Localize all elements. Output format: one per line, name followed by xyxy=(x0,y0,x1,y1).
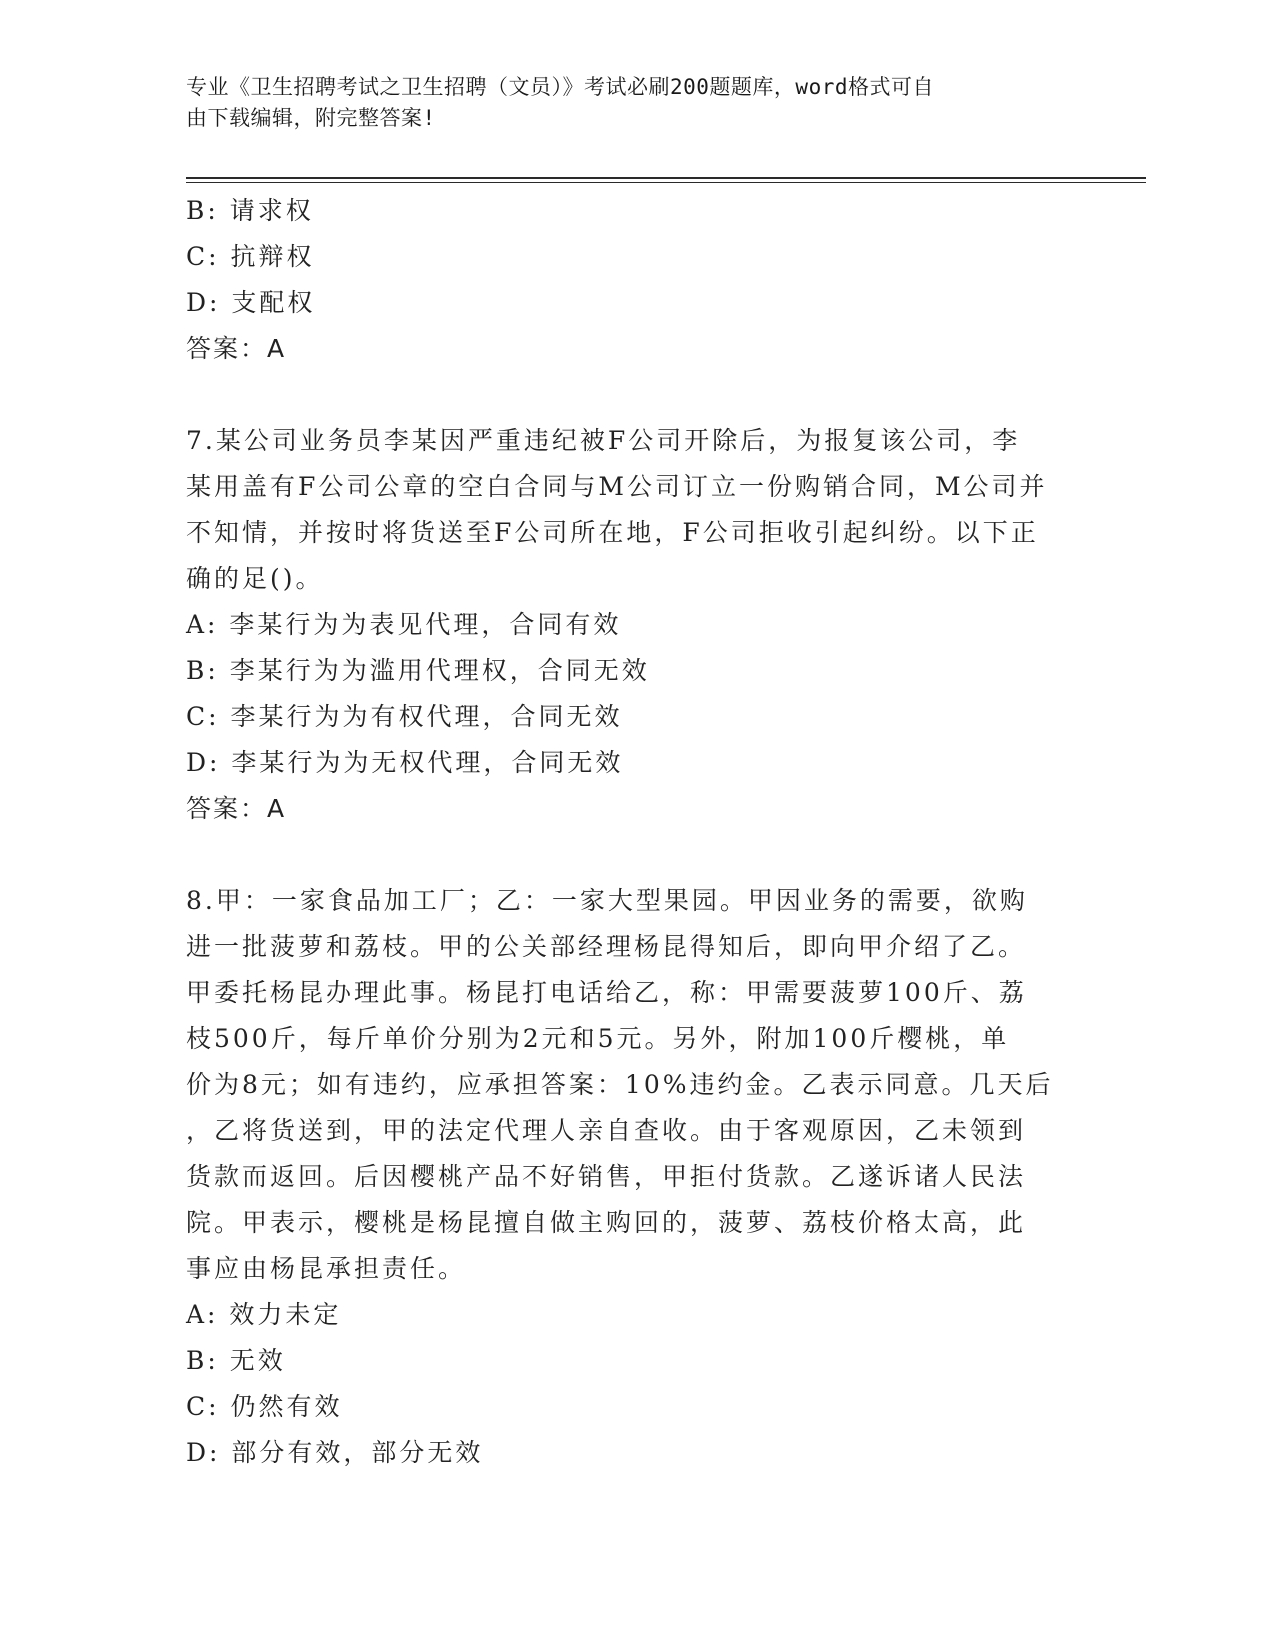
question-7-stem-line-1: 7.某公司业务员李某因严重违纪被F公司开除后，为报复该公司，李 xyxy=(186,426,1021,455)
header-line-2: 由下载编辑，附完整答案! xyxy=(186,106,436,130)
spacer xyxy=(186,372,1086,418)
question-7-option-a: A: 李某行为为表见代理，合同有效 xyxy=(186,610,622,639)
header-rule-thin xyxy=(186,182,1146,183)
question-8-stem-line-9: 事应由杨昆承担责任。 xyxy=(186,1254,467,1283)
question-7-option-b: B: 李某行为为滥用代理权，合同无效 xyxy=(186,656,650,685)
page-header xyxy=(186,72,1086,134)
question-7-stem-line-3: 不知情，并按时将货送至F公司所在地，F公司拒收引起纠纷。以下正 xyxy=(186,518,1039,547)
question-7-stem-line-4: 确的足()。 xyxy=(186,564,324,593)
question-content xyxy=(186,188,1086,1476)
question-8-block xyxy=(186,878,1086,1476)
question-8-option-b: B: 无效 xyxy=(186,1346,286,1375)
option-b: B: 请求权 xyxy=(186,196,314,225)
question-7-stem-line-2: 某用盖有F公司公章的空白合同与M公司订立一份购销合同，M公司并 xyxy=(186,472,1048,501)
option-d: D: 支配权 xyxy=(186,288,316,317)
spacer xyxy=(186,832,1086,878)
previous-question-block xyxy=(186,188,1086,372)
header-rule-thick xyxy=(186,177,1146,179)
option-c: C: 抗辩权 xyxy=(186,242,315,271)
question-8-stem-line-1: 8.甲：一家食品加工厂；乙：一家大型果园。甲因业务的需要，欲购 xyxy=(186,886,1028,915)
answer-label: 答案：A xyxy=(186,334,287,363)
question-8-stem-line-7: 货款而返回。后因樱桃产品不好销售，甲拒付货款。乙遂诉诸人民法 xyxy=(186,1162,1027,1191)
header-line-1: 专业《卫生招聘考试之卫生招聘（文员）》考试必刷200题题库，word格式可自 xyxy=(186,75,934,99)
question-8-stem-line-6: ，乙将货送到，甲的法定代理人亲自查收。由于客观原因，乙未领到 xyxy=(186,1116,1027,1145)
question-7-option-d: D: 李某行为为无权代理，合同无效 xyxy=(186,748,624,777)
question-8-stem-line-2: 进一批菠萝和荔枝。甲的公关部经理杨昆得知后，即向甲介绍了乙。 xyxy=(186,932,1027,961)
question-7-option-c: C: 李某行为为有权代理，合同无效 xyxy=(186,702,623,731)
question-8-stem-line-5: 价为8元；如有违约，应承担答案：10%违约金。乙表示同意。几天后 xyxy=(186,1070,1054,1099)
question-8-stem-line-3: 甲委托杨昆办理此事。杨昆打电话给乙，称：甲需要菠萝100斤、荔 xyxy=(186,978,1027,1007)
question-8-option-d: D: 部分有效，部分无效 xyxy=(186,1438,484,1467)
question-8-stem-line-4: 枝500斤，每斤单价分别为2元和5元。另外，附加100斤樱桃，单 xyxy=(186,1024,1010,1053)
question-8-option-c: C: 仍然有效 xyxy=(186,1392,343,1421)
question-8-stem-line-8: 院。甲表示，樱桃是杨昆擅自做主购回的，菠萝、荔枝价格太高，此 xyxy=(186,1208,1027,1237)
question-8-option-a: A: 效力未定 xyxy=(186,1300,342,1329)
question-7-block xyxy=(186,418,1086,832)
question-7-answer: 答案：A xyxy=(186,794,287,823)
